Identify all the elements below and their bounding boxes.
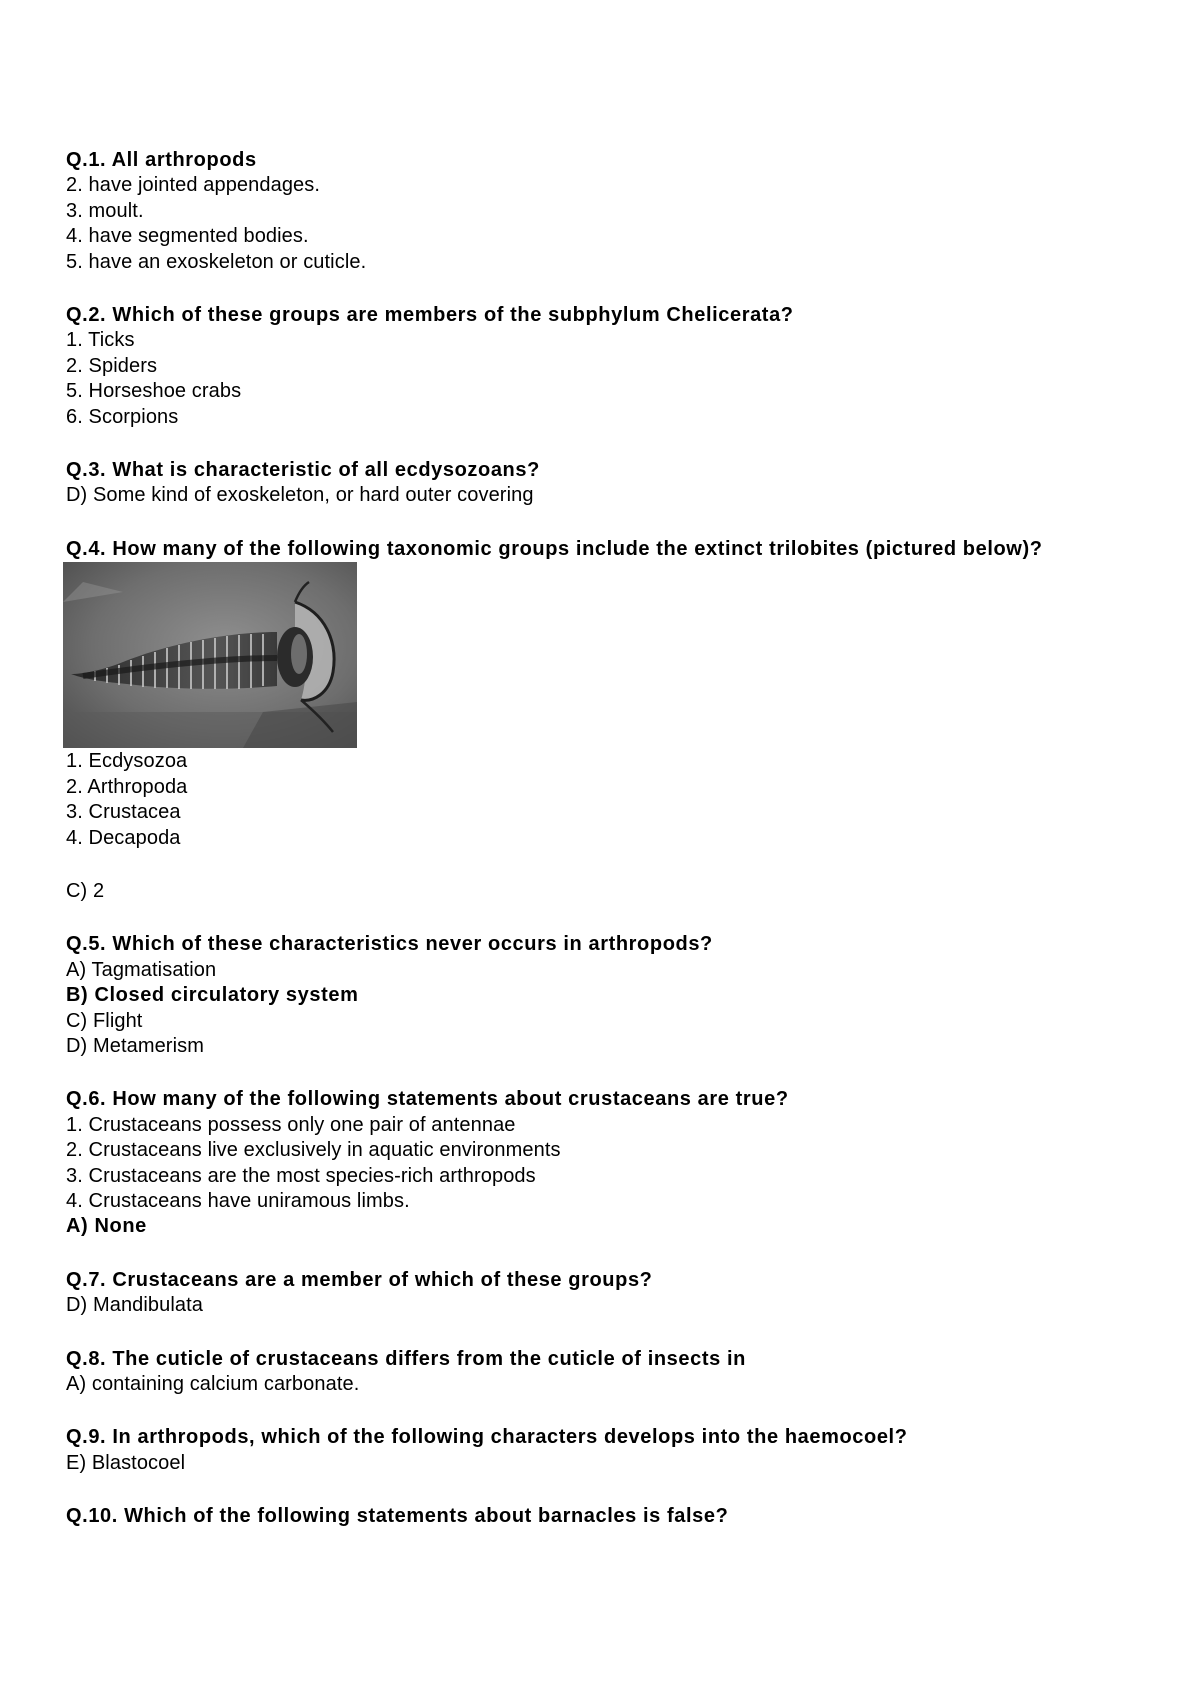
answer-line: 5. have an exoskeleton or cuticle. — [66, 250, 367, 273]
question-block — [66, 148, 1146, 275]
question-block — [66, 1504, 1146, 1529]
answer-line: 2. have jointed appendages. — [66, 174, 321, 197]
answer-line: A) Tagmatisation — [66, 958, 217, 981]
answer-line: 3. moult. — [66, 199, 144, 222]
answer-line: E) Blastocoel — [66, 1451, 186, 1474]
answer-line: C) 2 — [66, 879, 105, 902]
question-title: Q.2. Which of these groups are members of the subphylum Chelicerata? — [66, 304, 794, 327]
question-block — [66, 458, 1146, 509]
question-title: Q.8. The cuticle of crustaceans differs from the cuticle of insects in — [66, 1347, 746, 1370]
answer-line: C) Flight — [66, 1009, 143, 1032]
answer-line: D) Mandibulata — [66, 1294, 204, 1317]
question-block — [66, 1425, 1146, 1476]
question-title: Q.3. What is characteristic of all ecdysozoans? — [66, 459, 540, 482]
question-block — [66, 1087, 1146, 1239]
question-title: Q.4. How many of the following taxonomic groups include the extinct trilobites (pictured below)? — [66, 537, 1043, 560]
answer-line: 2. Crustaceans live exclusively in aquatic environments — [66, 1139, 561, 1162]
answer-line: 6. Scorpions — [66, 405, 179, 428]
answer-line: 5. Horseshoe crabs — [66, 380, 242, 403]
answer-line: A) containing calcium carbonate. — [66, 1373, 360, 1395]
question-block — [66, 1347, 1146, 1398]
answer-line-highlighted: A) None — [66, 1215, 147, 1238]
answer-line: D) Some kind of exoskeleton, or hard outer covering — [66, 484, 534, 507]
answer-line: 1. Crustaceans possess only one pair of antennae — [66, 1113, 516, 1136]
question-title: Q.5. Which of these characteristics never occurs in arthropods? — [66, 933, 713, 956]
answer-line-highlighted: B) Closed circulatory system — [66, 984, 359, 1007]
answer-line: 4. Crustaceans have uniramous limbs. — [66, 1189, 410, 1212]
question-block — [66, 932, 1146, 1059]
answer-line: 4. Decapoda — [66, 826, 181, 849]
question-title: Q.7. Crustaceans are a member of which of these groups? — [66, 1268, 653, 1291]
question-block — [66, 1268, 1146, 1319]
answer-line: 1. Ecdysozoa — [66, 750, 188, 773]
answer-line: 3. Crustacea — [66, 801, 181, 824]
answer-line: D) Metamerism — [66, 1034, 204, 1057]
question-title: Q.10. Which of the following statements about barnacles is false? — [66, 1505, 729, 1528]
question-title: Q.6. How many of the following statements about crustaceans are true? — [66, 1088, 789, 1111]
answer-line: 4. have segmented bodies. — [66, 225, 309, 248]
answer-line: 2. Arthropoda — [66, 775, 188, 798]
question-title: Q.9. In arthropods, which of the following characters develops into the haemocoel? — [66, 1426, 908, 1449]
question-block — [66, 537, 1146, 904]
quiz-document — [66, 148, 1146, 1530]
answer-line: 3. Crustaceans are the most species-rich arthropods — [66, 1164, 536, 1187]
answer-line: 2. Spiders — [66, 354, 158, 377]
question-title: Q.1. All arthropods — [66, 149, 257, 171]
trilobite-fossil-image — [63, 562, 357, 748]
answer-line: 1. Ticks — [66, 329, 135, 352]
question-block — [66, 303, 1146, 430]
